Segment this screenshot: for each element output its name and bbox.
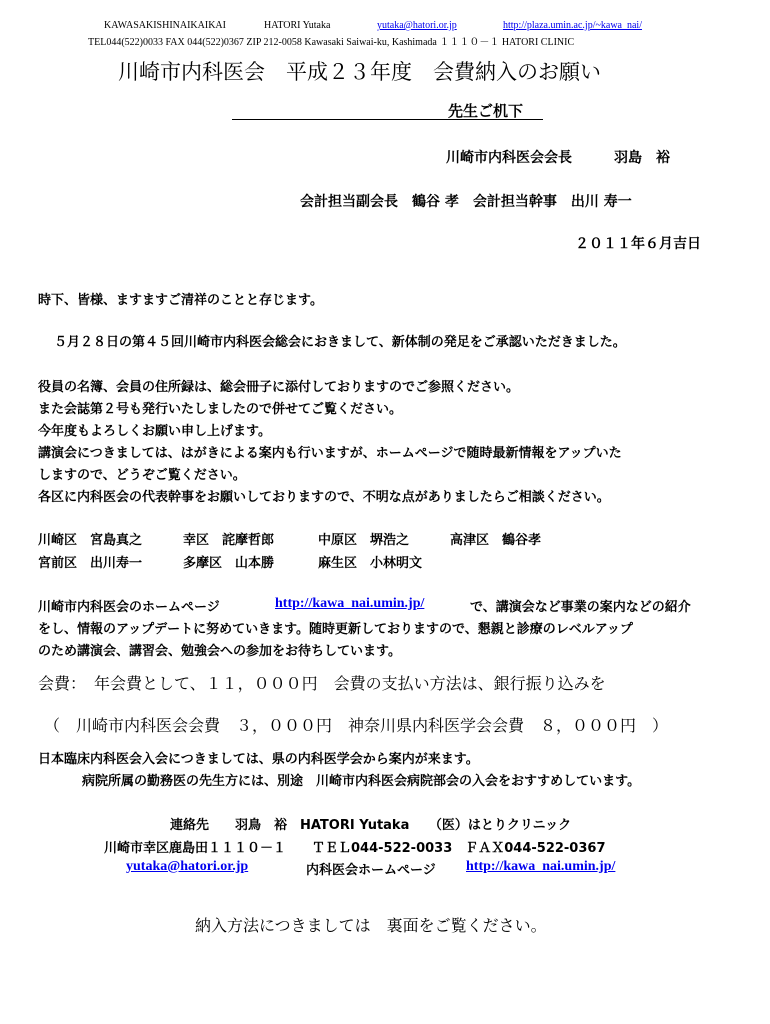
contact-hp-link[interactable]: http://kawa_nai.umin.jp/ xyxy=(466,859,616,874)
contact-email-link[interactable]: yutaka@hatori.or.jp xyxy=(126,859,249,874)
footer-note: 納入方法につきましては 裏面をご覧ください。 xyxy=(195,916,547,935)
president-line: 川崎市内科医会会長 羽島 裕 xyxy=(446,150,670,166)
contact-line-1: 連絡先 羽鳥 裕 HATORI Yutaka （医）はとりクリニック xyxy=(170,818,572,833)
ward-rep: 麻生区 小林明文 xyxy=(318,556,423,571)
fee-line-1: 会費： 年会費として、１１，０００円 会費の支払い方法は、銀行振り込みを xyxy=(38,674,606,693)
addressee: 先生ご机下 xyxy=(448,102,524,120)
ward-rep: 川崎区 宮島真之 xyxy=(38,533,143,548)
header-org: KAWASAKISHINAIKAIKAI xyxy=(104,20,226,31)
date-line: ２０１１年６月吉日 xyxy=(575,236,701,252)
contact-hp-label: 内科医会ホームページ xyxy=(306,863,436,878)
header-name: HATORI Yutaka xyxy=(264,20,331,31)
ward-rep: 幸区 詫摩哲郎 xyxy=(183,533,275,548)
ward-rep: 宮前区 出川寿一 xyxy=(38,556,143,571)
homepage-url-link[interactable]: http://kawa_nai.umin.jp/ xyxy=(275,596,425,611)
notes-line-2: 病院所属の勤務医の先生方には、別途 川崎市内科医会病院部会の入会をおすすめしています。 xyxy=(82,774,641,789)
info-line-6: 各区に内科医会の代表幹事をお願いしておりますので、不明な点がありましたらご相談ください。 xyxy=(38,490,610,505)
accounting-line: 会計担当副会長 鶴谷 孝 会計担当幹事 出川 寿一 xyxy=(300,194,632,210)
header-address: TEL044(522)0033 FAX 044(522)0367 ZIP 212-0058 Kawasaki Saiwai-ku, Kashimada １１１０－１ HATORI CLINIC xyxy=(88,37,575,48)
header-email-link[interactable]: yutaka@hatori.or.jp xyxy=(377,20,457,31)
info-line-4: 講演会につきましては、はがきによる案内も行いますが、ホームページで随時最新情報をアップいた xyxy=(38,446,622,461)
ward-rep: 中原区 堺浩之 xyxy=(318,533,410,548)
info-line-5: しますので、どうぞご覧ください。 xyxy=(38,468,246,483)
ward-rep: 多摩区 山本勝 xyxy=(183,556,275,571)
homepage-line-3: のため講演会、講習会、勉強会への参加をお待ちしています。 xyxy=(38,644,401,659)
page-title: 川崎市内科医会 平成２３年度 会費納入のお願い xyxy=(118,60,601,84)
info-line-3: 今年度もよろしくお願い申し上げます。 xyxy=(38,424,271,439)
homepage-prefix: 川崎市内科医会のホームページ xyxy=(38,600,220,615)
greeting-paragraph: 時下、皆様、ますますご清祥のことと存じます。 xyxy=(38,293,323,308)
ward-rep: 高津区 鶴谷孝 xyxy=(450,533,542,548)
info-line-2: また会誌第２号も発行いたしましたので併せてご覧ください。 xyxy=(38,402,403,417)
homepage-line-2: をし、情報のアップデートに努めていきます。随時更新しておりますので、懇親と診療のレベルアップ xyxy=(38,622,633,637)
notes-line-1: 日本臨床内科医会入会につきましては、県の内科医学会から案内が来ます。 xyxy=(38,752,479,767)
contact-line-2: 川崎市幸区鹿島田１１１０－１ ＴＥＬ044-522-0033 ＦＡＸ044-522-0367 xyxy=(104,841,606,856)
info-line-1: 役員の名簿、会員の住所録は、総会冊子に添付しておりますのでご参照ください。 xyxy=(38,380,520,395)
homepage-suffix: で、講演会など事業の案内などの紹介 xyxy=(470,600,691,615)
fee-line-2: （ 川崎市内科医会会費 ３，０００円 神奈川県内科医学会会費 ８，０００円 ） xyxy=(44,716,669,735)
assembly-paragraph: ５月２８日の第４５回川崎市内科医会総会におきまして、新体制の発足をご承認いただきました。 xyxy=(54,335,626,350)
header-url-link[interactable]: http://plaza.umin.ac.jp/~kawa_nai/ xyxy=(503,20,642,31)
